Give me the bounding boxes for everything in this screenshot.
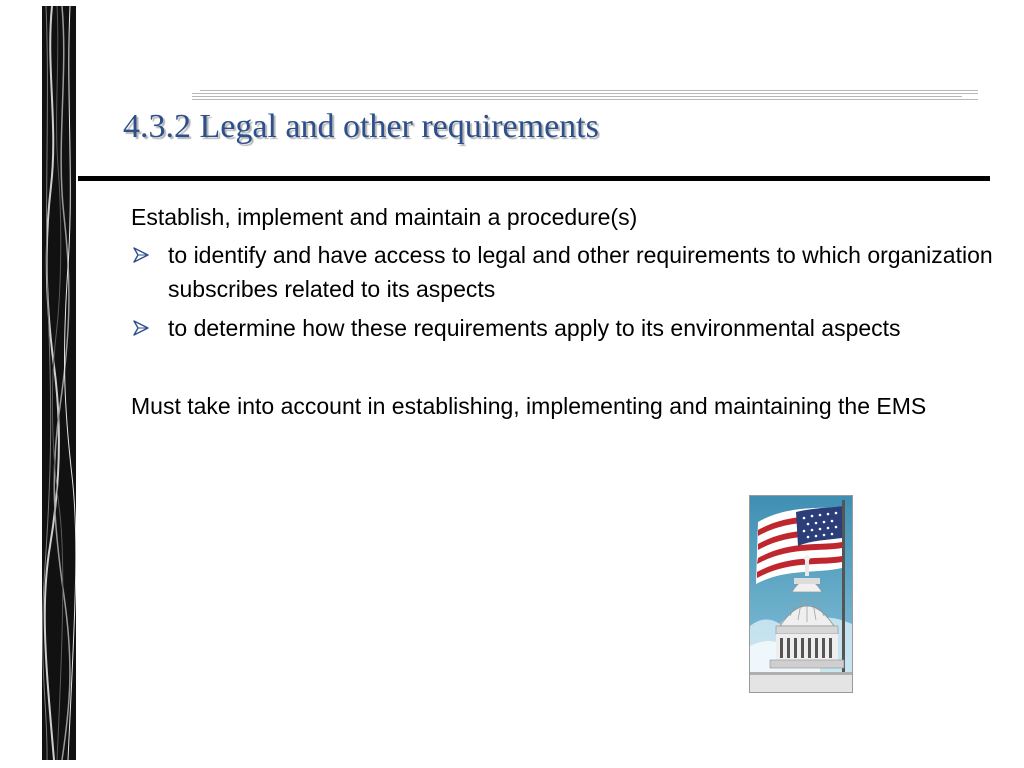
closing-text: Must take into account in establishing, implementing and maintaining the EMS: [131, 393, 927, 419]
intro-text: Establish, implement and maintain a procedure(s): [131, 204, 638, 230]
bullet-item: [131, 311, 1001, 345]
slide-title: 4.3.2 Legal and other requirements: [123, 108, 599, 145]
title-divider: [78, 176, 990, 181]
bullet-item: [131, 238, 1001, 306]
slide-body: [131, 200, 1001, 423]
arrowhead-bullet-icon: [133, 247, 149, 263]
decorative-side-bar: [42, 6, 76, 760]
arrowhead-bullet-icon: [133, 320, 149, 336]
decorative-lines: [192, 90, 978, 102]
bullet-text: to identify and have access to legal and other requirements to which organization subscribes related to its aspects: [168, 242, 993, 302]
bullet-text: to determine how these requirements apply to its environmental aspects: [168, 315, 901, 341]
flag-capitol-dome-icon: [749, 495, 853, 693]
